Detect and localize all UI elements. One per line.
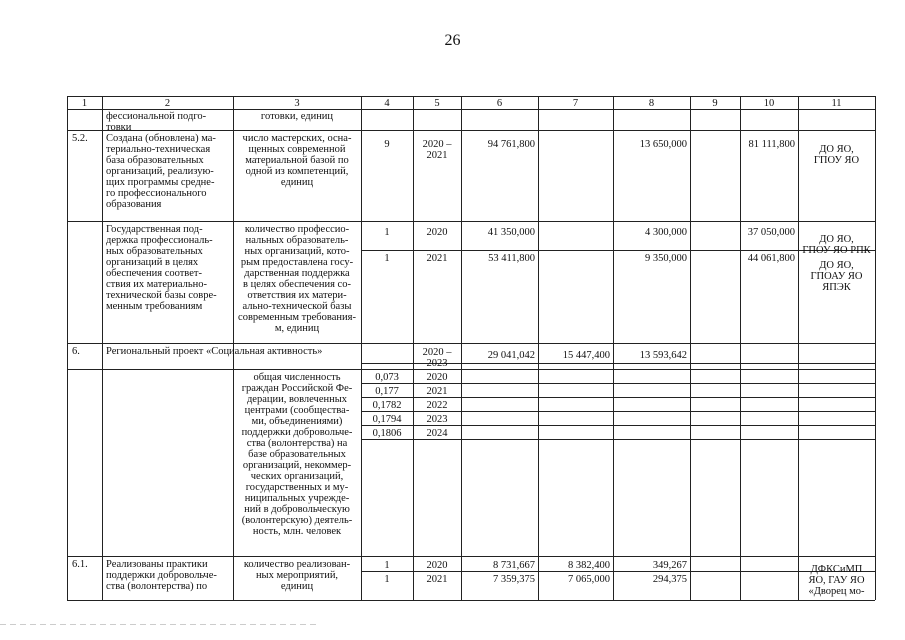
cell-c11: ДО ЯО, ГПОАУ ЯО ЯПЭК [810, 260, 863, 293]
cell-c6: 7 359,375 [493, 574, 535, 585]
cell-c5: 2020 [426, 560, 448, 571]
header-col-8: 8 [648, 98, 655, 109]
header-col-5: 5 [434, 98, 440, 109]
cell-c5: 2020 – 2021 [422, 139, 452, 161]
cell-c4: 9 [384, 139, 390, 150]
cell-c2: Реализованы практики поддержки добровольче- ства (волонтерства) по [106, 559, 217, 592]
header-bottom-rule [67, 109, 875, 110]
indicator-year: 2023 [426, 414, 448, 425]
header-col-2: 2 [164, 98, 171, 109]
cell-c8: 4 300,000 [645, 227, 687, 238]
cell-c8: 349,267 [652, 560, 687, 571]
indicator-value: 0,073 [375, 372, 399, 383]
cell-c8: 294,375 [652, 574, 687, 585]
indicator-value: 0,1806 [372, 428, 402, 439]
cell-c11: ДФКСиМП ЯО, ГАУ ЯО «Дворец мо- [808, 564, 865, 597]
cell-c5: 2021 [426, 574, 448, 585]
cell-c10: 37 050,000 [747, 227, 795, 238]
cell-c6: 29 041,042 [487, 350, 535, 361]
header-col-4: 4 [384, 98, 390, 109]
indicator-value: 0,1794 [372, 414, 402, 425]
header-col-11: 11 [831, 98, 842, 109]
cell-c5: 2020 – 2023 [422, 347, 452, 369]
cell-c4: 1 [384, 574, 390, 585]
column-rule-9 [740, 96, 741, 600]
cell-c5: 2021 [426, 253, 448, 264]
header-col-9: 9 [712, 98, 718, 109]
indicator-column-rule [413, 369, 414, 556]
cell-c5: 2020 [426, 227, 448, 238]
cell-c7: 15 447,400 [562, 350, 610, 361]
cell-c4: 1 [384, 253, 390, 264]
footer-rule [0, 624, 320, 625]
cell-c10: 44 061,800 [747, 253, 795, 264]
column-rule-11 [875, 96, 876, 600]
column-rule-5 [461, 96, 462, 600]
cell-c3: готовки, единиц [260, 111, 334, 122]
indicator-year: 2022 [426, 400, 448, 411]
header-col-7: 7 [572, 98, 579, 109]
indicator-year: 2024 [426, 428, 448, 439]
column-rule-10 [798, 96, 799, 600]
cell-c8: 13 593,642 [639, 350, 687, 361]
row-rule [67, 556, 875, 557]
cell-c8: 9 350,000 [645, 253, 687, 264]
row-rule [67, 343, 875, 344]
page-number: 26 [444, 32, 461, 49]
cell-c7: 7 065,000 [568, 574, 610, 585]
cell-c4: 1 [384, 560, 390, 571]
cell-c11: ДО ЯО, ГПОУ ЯО РПК [802, 234, 871, 256]
cell-c6: 41 350,000 [487, 227, 535, 238]
cell-c3: количество реализован- ных мероприятий, единиц [243, 559, 351, 592]
column-rule-6 [538, 96, 539, 600]
section-title: Региональный проект «Социальная активность» [106, 346, 323, 357]
header-col-1: 1 [81, 98, 88, 109]
header-col-3: 3 [294, 98, 300, 109]
column-rule-0 [67, 96, 68, 600]
cell-c2: фессиональной подго- товки [106, 111, 207, 133]
row-number: 6.1. [72, 559, 88, 570]
table-top-rule [67, 96, 875, 97]
cell-c2: Государственная под- держка профессиональ- ных образовательных организаций в целях обеспечения соответ- ствия их материально- технической базы совре- менным требованиям [106, 224, 217, 312]
column-rule-8 [690, 96, 691, 600]
cell-c3: количество профессио- нальных образователь- ных организаций, кото- рым предоставлена госу- дарственная поддержка в целях обеспечения со- ответствия их матери- ально-технической базы современным требования- м, единиц [238, 224, 356, 334]
cell-c7: 8 382,400 [568, 560, 610, 571]
row-number: 5.2. [72, 133, 88, 144]
cell-c3: число мастерских, осна- щенных современной материальной базой по одной из компетенций, единиц [242, 133, 352, 188]
row-rule [67, 221, 875, 222]
column-rule-7 [613, 96, 614, 600]
indicator-year: 2021 [426, 386, 448, 397]
indicator-value: 0,177 [375, 386, 399, 397]
indicator-text: общая численность граждан Российской Фе- дерации, вовлеченных центрами (сообщества- ми, объединениями) поддержки добровольче- ства (волонтерства) на базе образовательных организаций, некоммер- ческих организаций, государственных и му- ниципальных учрежде- ний в добровольческую (волонтерскую) деятель- ность, млн. человек [241, 372, 353, 537]
row-number: 6. [72, 346, 80, 357]
table-bottom-rule [67, 600, 875, 601]
cell-c6: 94 761,800 [487, 139, 535, 150]
cell-c10: 81 111,800 [748, 139, 795, 150]
header-col-10: 10 [763, 98, 775, 109]
cell-c4: 1 [384, 227, 390, 238]
cell-c11: ДО ЯО, ГПОУ ЯО [813, 144, 860, 166]
header-col-6: 6 [496, 98, 503, 109]
row-rule [67, 369, 875, 370]
cell-c8: 13 650,000 [639, 139, 687, 150]
column-rule-1 [102, 96, 103, 600]
indicator-value: 0,1782 [372, 400, 402, 411]
cell-c2: Создана (обновлена) ма- териально-техническая база образовательных организаций, реализую- щих программы средне- го профессионального образования [106, 133, 216, 210]
cell-c6: 8 731,667 [493, 560, 535, 571]
cell-c6: 53 411,800 [488, 253, 535, 264]
indicator-year: 2020 [426, 372, 448, 383]
